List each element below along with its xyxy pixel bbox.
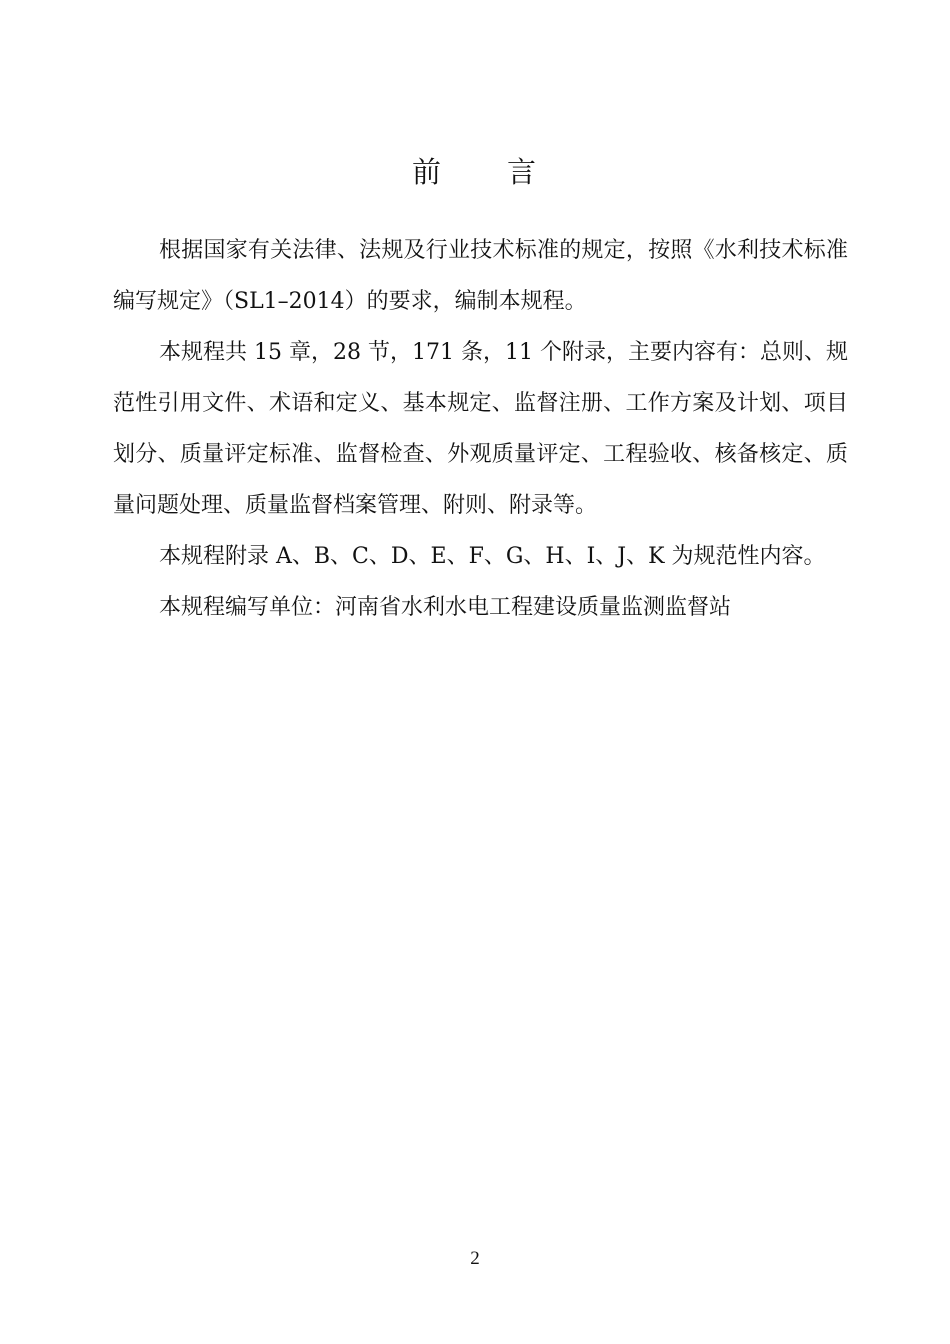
paragraph-basis: 根据国家有关法律、法规及行业技术标准的规定，按照《水利技术标准编写规定》（SL1–2014）的要求，编制本规程。 xyxy=(113,238,848,314)
paragraph-drafting-unit: 本规程编写单位：河南省水利水电工程建设质量监测监督站 xyxy=(159,595,732,620)
page-number: 2 xyxy=(470,1248,480,1269)
page-title xyxy=(0,150,950,194)
title-char-1: 前 xyxy=(411,155,443,189)
document-body xyxy=(113,225,848,633)
title-char-2: 言 xyxy=(507,155,539,189)
paragraph-contents: 本规程共 15 章，28 节，171 条，11 个附录，主要内容有：总则、规范性引用文件、术语和定义、基本规定、监督注册、工作方案及计划、项目划分、质量评定标准、监督检查、外观质量评定、工程验收、核备核定、质量问题处理、质量监督档案管理、附则、附录等。 xyxy=(113,340,848,518)
paragraph-appendix: 本规程附录 A、B、C、D、E、F、G、H、I、J、K 为规范性内容。 xyxy=(159,544,826,569)
